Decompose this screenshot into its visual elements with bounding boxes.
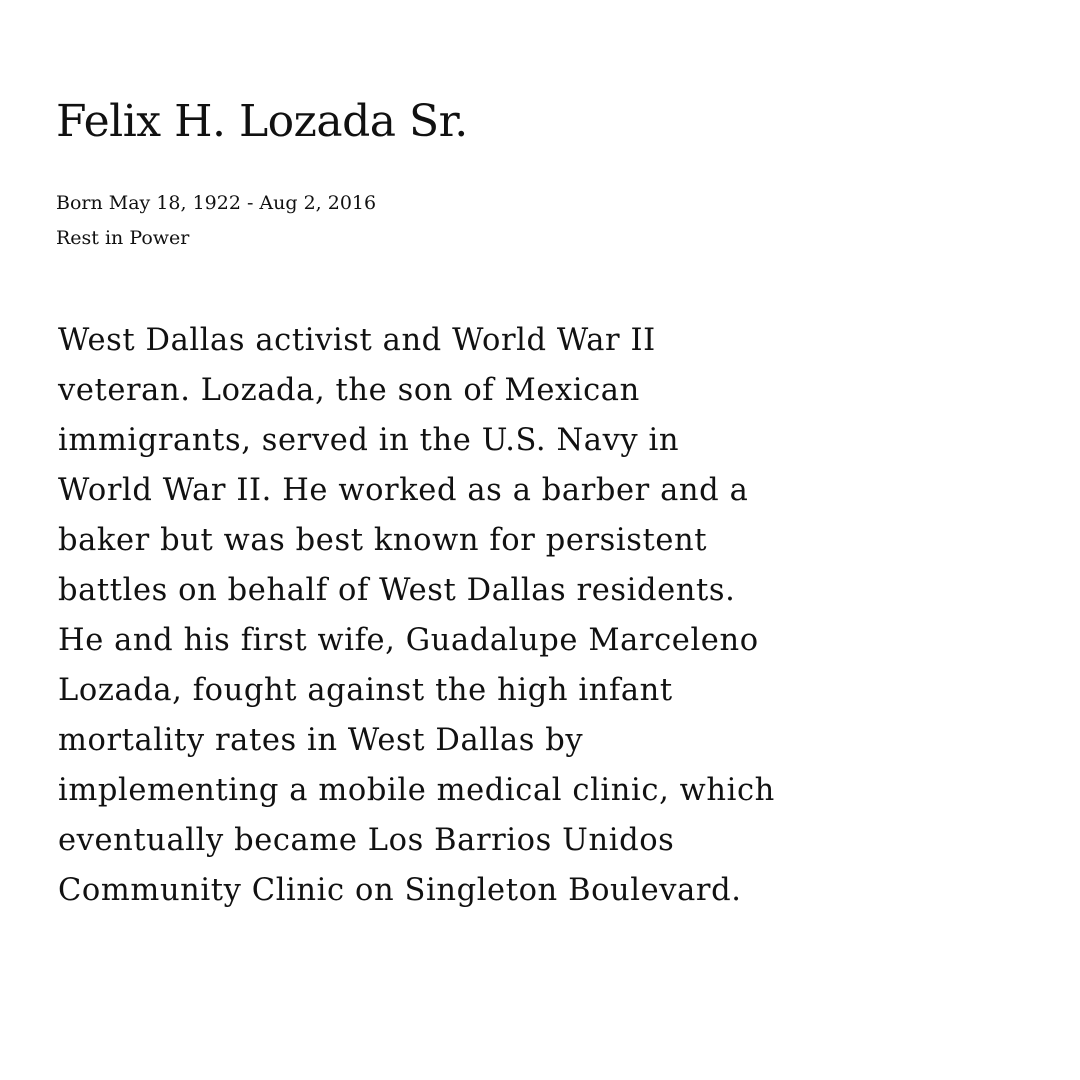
bio-line: West Dallas activist and World War II — [58, 323, 656, 358]
bio-line: eventually became Los Barrios Unidos — [58, 823, 675, 858]
dates-block — [56, 187, 376, 257]
bio-line: Lozada, fought against the high infant — [58, 673, 673, 708]
bio-line: He and his first wife, Guadalupe Marceleno — [58, 623, 759, 658]
bio-line: baker but was best known for persistent — [58, 523, 708, 558]
bio-line: veteran. Lozada, the son of Mexican — [58, 373, 640, 408]
lifespan-text: Born May 18, 1922 - Aug 2, 2016 — [56, 192, 377, 214]
bio-line: battles on behalf of West Dallas residents. — [58, 573, 736, 608]
bio-line: immigrants, served in the U.S. Navy in — [58, 423, 680, 458]
bio-line: implementing a mobile medical clinic, which — [58, 773, 775, 808]
person-name: Felix H. Lozada Sr. — [56, 96, 468, 147]
biography-paragraph — [58, 316, 1018, 916]
bio-line: Community Clinic on Singleton Boulevard. — [58, 873, 742, 908]
bio-line: World War II. He worked as a barber and a — [58, 473, 749, 508]
tagline-text: Rest in Power — [56, 227, 190, 249]
bio-line: mortality rates in West Dallas by — [58, 723, 584, 758]
